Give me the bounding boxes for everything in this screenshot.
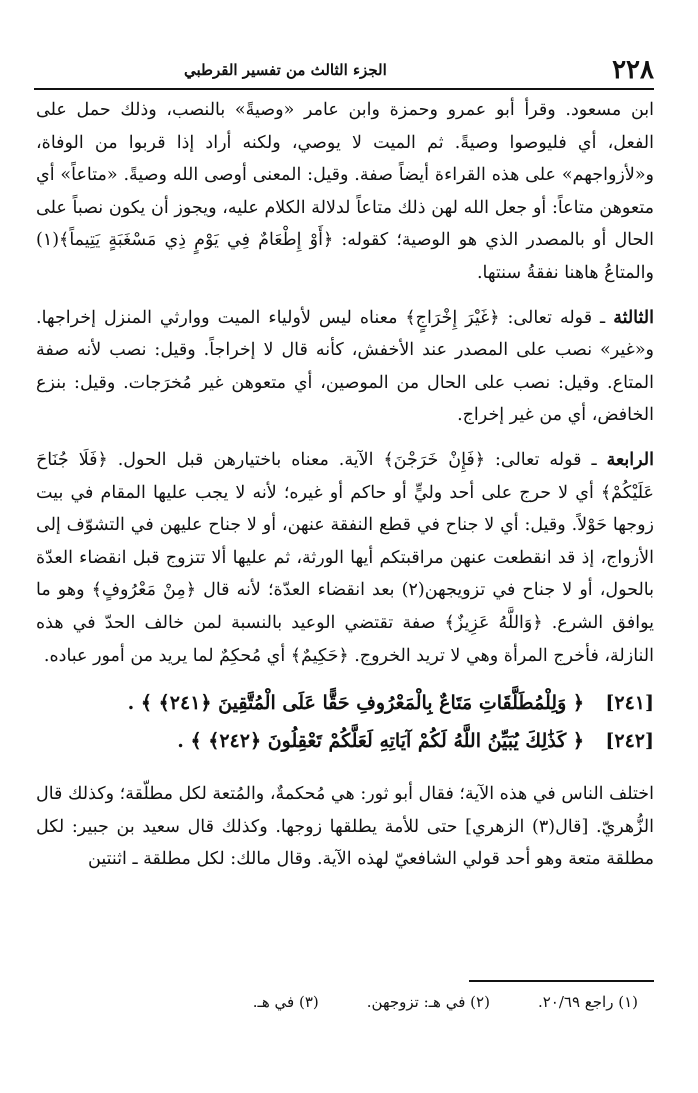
- page-body: [36, 94, 654, 876]
- lead-word-rabia: الرابعة: [606, 449, 654, 470]
- page-header: [34, 52, 654, 90]
- paragraph-2: [36, 302, 654, 432]
- paragraph-4: اختلف الناس في هذه الآية؛ فقال أبو ثور: هي مُحكمةٌ، والمُتعة لكل مطلّقة؛ وكذلك قال الزُّهريّ. [قال(٣) الزهري] حتى للأمة يطلقها زوجها. وكذلك قال سعيد بن جبير: لكل مطلقة متعة وهو أحد قولي الشافعيّ لهذه الآية. وقال مالك: لكل مطلقة ـ اثنتين: [36, 784, 654, 870]
- verse-242: [36, 722, 654, 760]
- footnote-divider: [469, 980, 654, 982]
- paragraph-3: [36, 444, 654, 672]
- verse-text: ﴿ كَذَٰلِكَ يُبَيِّنُ اللَّهُ لَكُمْ آيَاتِهِ لَعَلَّكُمْ تَعْقِلُونَ ﴿٢٤٢﴾ ﴾ .: [177, 730, 584, 753]
- paragraph-2-text: ـ قوله تعالى: ﴿غَيْرَ إِخْرَاجٍ﴾ معناه ليس لأولياء الميت ووارثي المنزل إخراجها. و«غير» نصب على المصدر عند الأخفش، كأنه قال لا إخراجاً. وقيل: نصب لأنه صفة المتاع. وقيل: نصب على الحال من الموصين، أي متعوهن غير مُخرَجات. وقيل: بنزع الخافض، أي من غير إخراج.: [36, 307, 654, 426]
- footnote-2: (٢) في هـ: تزوجهن.: [366, 993, 490, 1011]
- paragraph-3-text: ـ قوله تعالى: ﴿فَإِنْ خَرَجْنَ﴾ الآية. معناه باختيارهن قبل الحول. ﴿فَلَا جُنَاحَ عَلَيْكُمْ﴾ أي لا حرج على أحد وليٍّ أو حاكم أو غيره؛ لأنه لا يجب عليها المقام في بيت زوجها حَوْلاً. وقيل: أي لا جناح في قطع النفقة عنهن، أو لا جناح عليهن في التشوّف إلى الأزواج، إذ قد انقطعت عنهن مراقبتكم أيها الورثة، ثم عليها ألا تتزوج قبل انقضاء العدّة بالحول، أو لا جناح في تزويجهن(٢) بعد انقضاء العدّة؛ لأنه قال ﴿مِنْ مَعْرُوفٍ﴾ وهو ما يوافق الشرع. ﴿وَاللَّهُ عَزِيزٌ﴾ صفة تقتضي الوعيد بالنسبة لمن خالف الحدّ في هذه النازلة، فأخرج المرأة وهي لا تريد الخروج. ﴿حَكِيمٌ﴾ أي مُحكِمٌ لما يريد من أمور عباده.: [36, 449, 654, 666]
- running-title: الجزء الثالث من تفسير القرطبي: [184, 61, 387, 79]
- verse-number: [٢٤١]: [605, 692, 654, 715]
- verse-text: ﴿ وَلِلْمُطَلَّقَاتِ مَتَاعٌ بِالْمَعْرُوفِ حَقًّا عَلَى الْمُتَّقِينَ ﴿٢٤١﴾ ﴾ .: [127, 692, 584, 715]
- footnotes: [120, 990, 638, 1014]
- footnote-3: (٣) في هـ.: [252, 993, 319, 1011]
- footnote-1: (١) راجع ٢٠/٦٩.: [537, 993, 638, 1011]
- verse-241: [36, 684, 654, 722]
- paragraph-1: ابن مسعود. وقرأ أبو عمرو وحمزة وابن عامر «وصيةً» بالنصب، وذلك حمل على الفعل، أي فليوصوا وصيةً. ثم الميت لا يوصي، ولكنه أراد إذا قربوا من الوفاة، و«لأزواجهم» على هذه القراءة أيضاً صفة. وقيل: المعنى أوصى الله وصيةً. «متاعاً» أي متعوهن متاعاً: أو جعل الله لهن ذلك متاعاً لدلالة الكلام عليه، ويجوز أن يكون نصباً على الحال أو بالمصدر الذي هو الوصية؛ كقوله: ﴿أَوْ إِطْعَامٌ فِي يَوْمٍ ذِي مَسْغَبَةٍ يَتِيماً﴾(١) والمتاعُ هاهنا نفقةُ سنتها.: [36, 100, 654, 283]
- page-number: ٢٢٨: [612, 55, 654, 85]
- lead-word-thalitha: الثالثة: [613, 307, 654, 328]
- verse-number: [٢٤٢]: [605, 730, 654, 753]
